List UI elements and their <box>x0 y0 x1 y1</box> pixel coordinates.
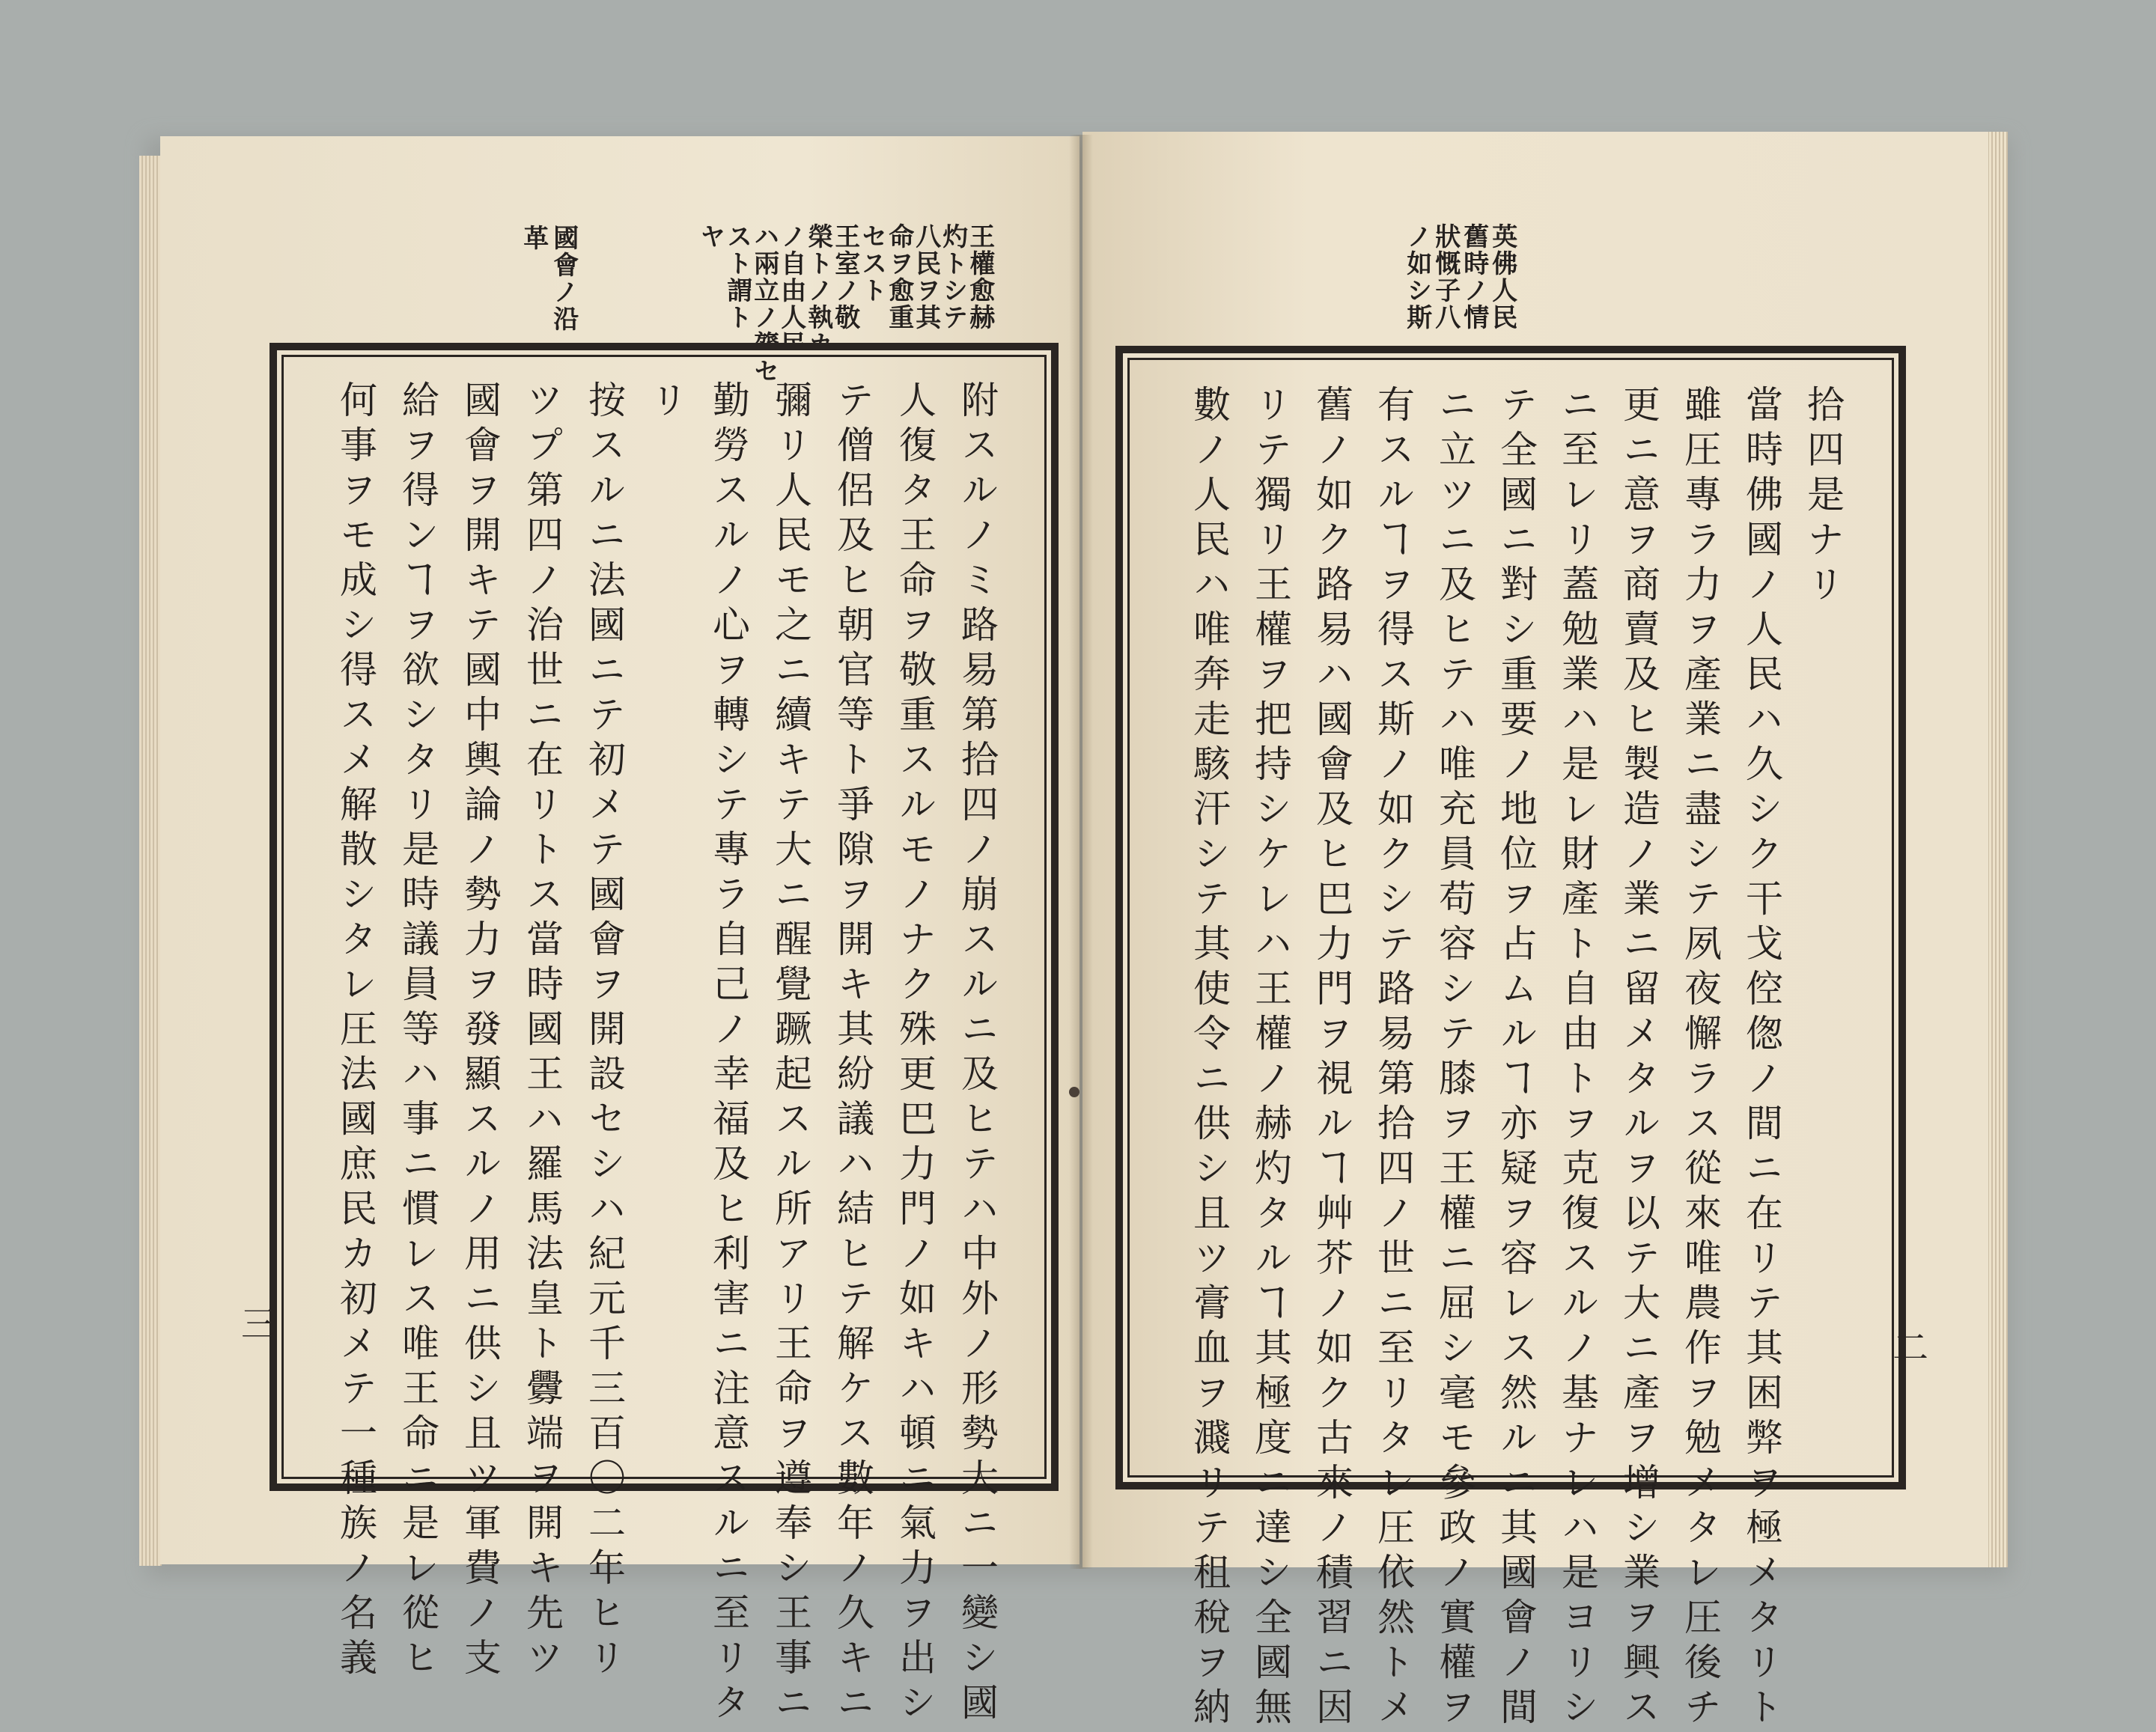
text-column: 數ノ人民ハ唯奔走駭汗シテ其使令ニ供シ且ツ膏血ヲ濺リテ租稅ヲ納 <box>1187 385 1231 1732</box>
text-column: 人復タ王命ヲ敬重スルモノナク殊更巴力門ノ如キハ頓ニ氣力ヲ出シ <box>893 380 937 1728</box>
marginal-note: 王權愈赫 <box>964 223 995 331</box>
text-column: 彌リ人民モ之ニ續キテ大ニ醒覺蹶起スル所アリ王命ヲ遵奉シ王事ニ <box>769 380 812 1728</box>
text-column: 更ニ意ヲ商賣及ヒ製造ノ業ニ留メタルヲ以テ大ニ產ヲ增シ業ヲ興ス <box>1617 385 1660 1732</box>
text-column: 有スルヿヲ得ス斯ノ如クシテ路易第拾四ノ世ニ至リタレ圧依然トメ <box>1371 385 1415 1732</box>
marginal-note: ヤ <box>695 223 725 250</box>
text-column: 勤勞スルノ心ヲ轉シテ專ラ自己ノ幸福及ヒ利害ニ注意スルニ至リタ <box>707 380 750 1728</box>
right-page-number: 二 <box>1892 1327 1929 1369</box>
left-page-edges <box>139 156 162 1566</box>
left-text-frame <box>270 343 1059 1491</box>
marginal-note: 國會ノ沿 <box>548 225 579 332</box>
text-column: 何事ヲモ成シ得スメ解散シタレ圧法國庶民カ初メテ一種族ノ名義 <box>334 380 377 1683</box>
text-column: テ全國ニ對シ重要ノ地位ヲ占ムルヿ亦疑ヲ容レス然ルニ其國會ノ間 <box>1494 385 1538 1732</box>
text-column: ツプ第四ノ治世ニ在リトス當時國王ハ羅馬法皇ト釁端ヲ開キ先ツ <box>520 380 564 1683</box>
marginal-note: スト謂ト <box>722 223 752 331</box>
text-column: リテ獨リ王權ヲ把持シケレハ王權ノ赫灼タルヿ其極度ニ達シ全國無 <box>1249 385 1292 1732</box>
marginal-note: 王室ノ敬 <box>829 223 860 331</box>
text-column: 按スルニ法國ニテ初メテ國會ヲ開設セシハ紀元千三百〇二年ヒリ <box>582 380 626 1683</box>
marginal-note: ノ自由人民 <box>776 223 806 358</box>
text-column: ニ立ツニ及ヒテハ唯充員苟容シテ膝ヲ王權ニ屈シ毫モ參政ノ實權ヲ <box>1433 385 1476 1732</box>
text-column: 舊ノ如ク路易ハ國會及ヒ巴力門ヲ視ルヿ艸芥ノ如ク古來ノ積習ニ因 <box>1310 385 1353 1732</box>
text-column: 雖圧專ラ力ヲ產業ニ盡シテ夙夜懈ラス從來唯農作ヲ勉メタレ圧後チ <box>1678 385 1722 1732</box>
binding-hole <box>1069 1087 1079 1097</box>
marginal-note: 命ヲ愈重 <box>883 223 914 331</box>
text-column: 當時佛國ノ人民ハ久シク干戈倥偬ノ間ニ在リテ其困弊ヲ極メタリト <box>1740 385 1783 1732</box>
book-gutter <box>1069 135 1093 1569</box>
marginal-note: 狀慨子八 <box>1430 223 1461 331</box>
marginal-note: ハ兩立ノ膂セ <box>749 223 779 385</box>
text-column: 拾四是ナリ <box>1801 385 1845 609</box>
marginal-note: 榮トノ執カ <box>803 223 833 358</box>
marginal-note: ノ如シ斯 <box>1401 223 1432 331</box>
marginal-note: 舊時ノ情 <box>1458 223 1489 331</box>
left-page-number: 三 <box>241 1303 278 1345</box>
marginal-note: 八民ヲ其 <box>910 223 941 331</box>
marginal-note: 灼トシテ <box>937 223 968 331</box>
text-column: 給ヲ得ンヿヲ欲シタリ是時議員等ハ事ニ慣レス唯王命ニ是レ從ヒ <box>396 380 439 1683</box>
text-column: ニ至レリ蓋勉業ハ是レ財產ト自由トヲ克復スルノ基ナレハ是ヨリシ <box>1556 385 1599 1732</box>
text-column: 國會ヲ開キテ國中輿論ノ勢力ヲ發顯スルノ用ニ供シ且ツ軍費ノ支 <box>458 380 502 1683</box>
marginal-note: セスト <box>856 223 887 304</box>
text-column: 附スルノミ路易第拾四ノ崩スルニ及ヒテハ中外ノ形勢大ニ一變シ國 <box>955 380 999 1728</box>
marginal-note: 革 <box>518 225 549 251</box>
text-column: テ僧侶及ヒ朝官等ト爭隙ヲ開キ其紛議ハ結ヒテ解ケス數年ノ久キニ <box>831 380 874 1728</box>
marginal-note: 英佛人民 <box>1487 223 1517 331</box>
text-column: リ <box>645 380 688 425</box>
